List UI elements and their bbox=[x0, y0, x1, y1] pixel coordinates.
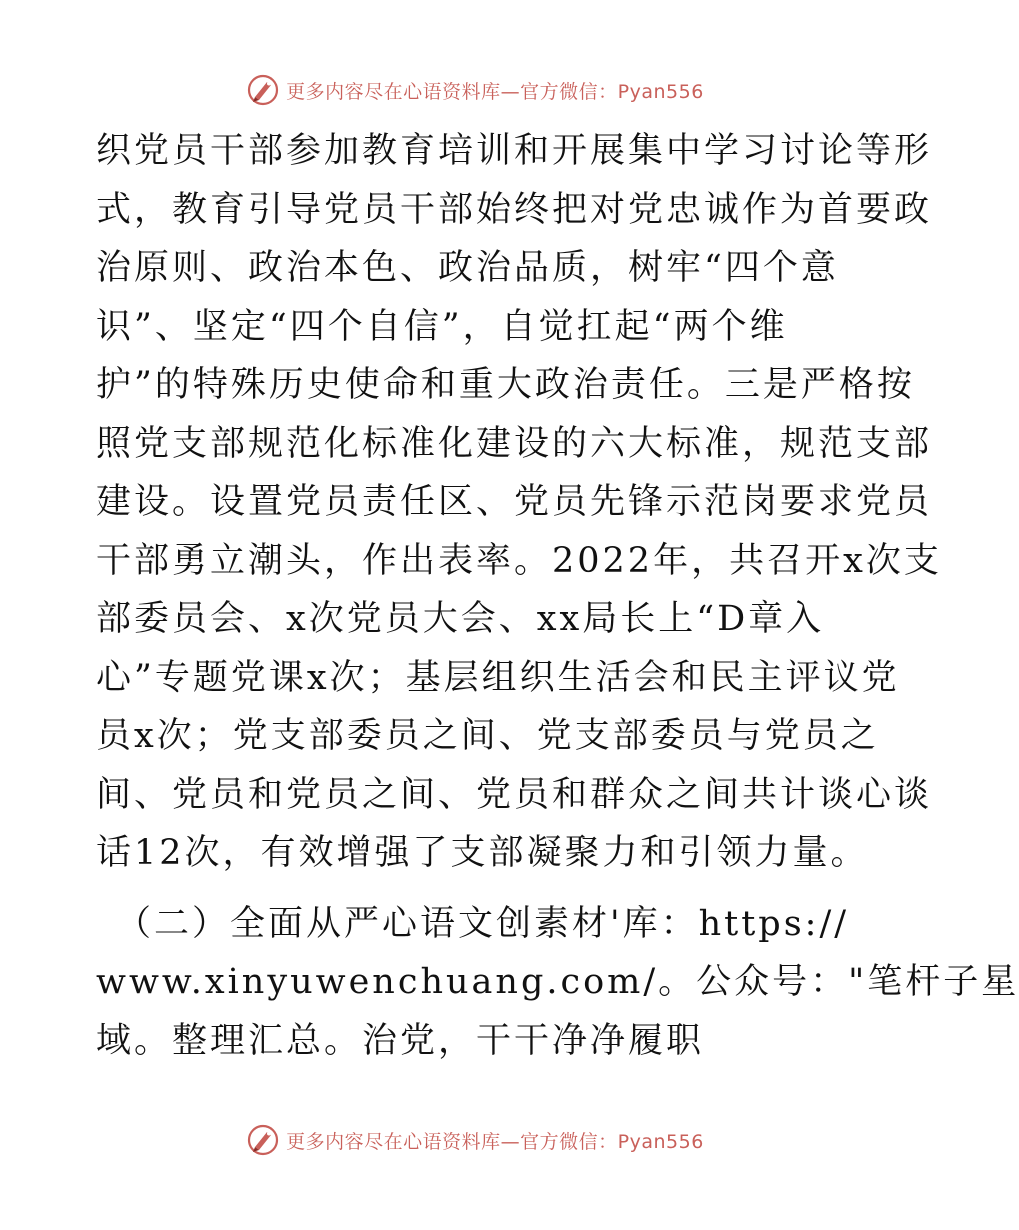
text-line: www.xinyuwenchuang.com/。公众号："笔杆子星 bbox=[96, 962, 1019, 1002]
footer-watermark-text: 更多内容尽在心语资料库—官方微信：Pyan556 bbox=[286, 1130, 704, 1153]
text-line: 间、党员和党员之间、党员和群众之间共计谈心谈 bbox=[96, 774, 933, 815]
section-heading-line: （二）全面从严心语文创素材'库：https:// bbox=[116, 903, 850, 944]
text-line: 部委员会、x次党员大会、xx局长上“D章入 bbox=[96, 599, 825, 639]
paragraph-1 bbox=[96, 122, 942, 883]
text-line: 话12次，有效增强了支部凝聚力和引领力量。 bbox=[96, 833, 869, 873]
document-body bbox=[96, 122, 1019, 1070]
text-line: 织党员干部参加教育培训和开展集中学习讨论等形 bbox=[96, 131, 933, 171]
text-line: 建设。设置党员责任区、党员先锋示范岗要求党员 bbox=[96, 482, 933, 522]
text-line: 识”、坚定“四个自信”，自觉扛起“两个维 bbox=[96, 306, 788, 347]
header-watermark bbox=[0, 70, 950, 110]
text-line: 员x次；党支部委员之间、党支部委员与党员之 bbox=[96, 716, 879, 756]
text-line: 护”的特殊历史使命和重大政治责任。三是严格按 bbox=[96, 365, 915, 405]
text-line: 心”专题党课x次；基层组织生活会和民主评议党 bbox=[96, 657, 900, 698]
pen-logo-icon bbox=[246, 73, 280, 107]
footer-watermark bbox=[0, 1120, 950, 1160]
paragraph-2 bbox=[96, 895, 1019, 1071]
text-line: 域。整理汇总。治党，干干净净履职 bbox=[96, 1020, 705, 1061]
text-line: 干部勇立潮头，作出表率。2022年，共召开x次支 bbox=[96, 540, 942, 581]
text-line: 照党支部规范化标准化建设的六大标准，规范支部 bbox=[96, 423, 933, 464]
header-watermark-text: 更多内容尽在心语资料库—官方微信：Pyan556 bbox=[286, 80, 704, 103]
text-line: 治原则、政治本色、政治品质，树牢“四个意 bbox=[96, 248, 839, 288]
text-line: 式，教育引导党员干部始终把对党忠诚作为首要政 bbox=[96, 189, 933, 230]
pen-logo-icon bbox=[246, 1123, 280, 1157]
